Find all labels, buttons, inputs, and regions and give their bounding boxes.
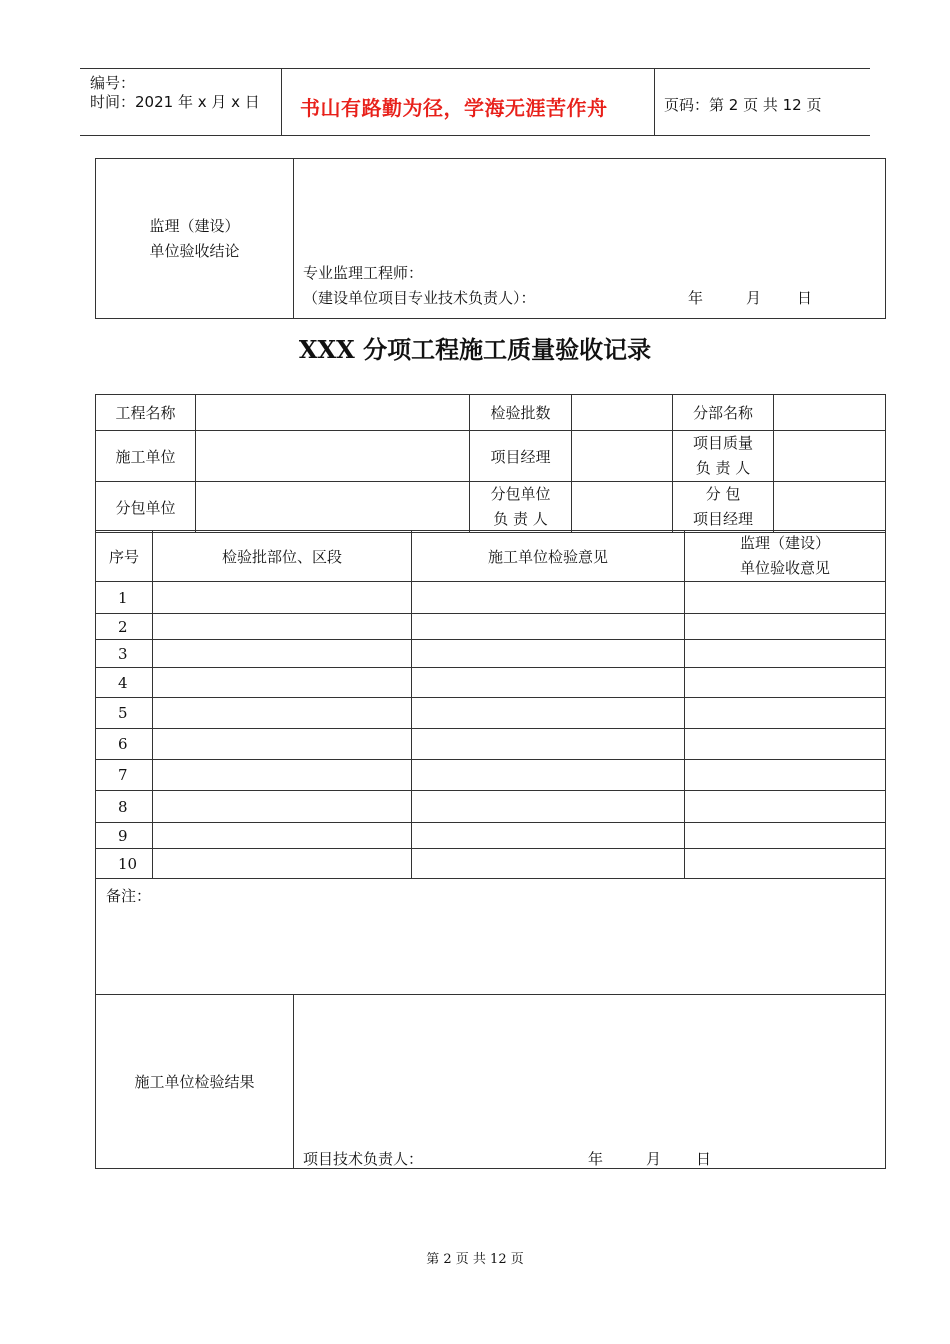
quality-responsible-value[interactable] [774, 431, 886, 482]
header-time: 时间：2021 年 x 月 x 日 [90, 93, 260, 111]
table-row [96, 698, 886, 729]
row-cell-opinion[interactable] [412, 614, 685, 640]
header-divider-right [654, 68, 655, 136]
sub-pm-line1: 分 包 [705, 485, 741, 503]
tech-label: （建设单位项目专业技术负责人）： [303, 289, 536, 307]
project-name-label: 工程名称 [96, 395, 196, 431]
sub-pm-line2: 项目经理 [692, 510, 753, 528]
row-cell-opinion[interactable] [412, 698, 685, 729]
sub-responsible-value[interactable] [572, 482, 673, 533]
header-motto: 书山有路勤为径，学海无涯苦作舟 [300, 96, 608, 120]
result-year-label: 年 [588, 1150, 604, 1168]
row-cell-supervise[interactable] [685, 698, 886, 729]
result-cell[interactable] [294, 995, 886, 1169]
row-cell-opinion[interactable] [412, 668, 685, 698]
supervision-conclusion-label [96, 159, 294, 319]
col-location: 检验批部位、区段 [153, 531, 412, 582]
info-table [95, 394, 886, 533]
project-manager-value[interactable] [572, 431, 673, 482]
row-cell-supervise[interactable] [685, 849, 886, 879]
remarks-result-table [95, 878, 886, 1169]
row-cell-supervise[interactable] [685, 582, 886, 614]
row-cell-seq: 1 [96, 582, 153, 614]
page-footer: 第 2 页 共 12 页 [426, 1252, 524, 1267]
batch-count-label: 检验批数 [470, 395, 572, 431]
row-cell-seq: 5 [96, 698, 153, 729]
table-row [96, 729, 886, 760]
project-manager-label: 项目经理 [470, 431, 572, 482]
row-cell-opinion[interactable] [412, 823, 685, 849]
subcontract-unit-label: 分包单位 [96, 482, 196, 533]
col-supervise-line2: 单位验收意见 [739, 559, 830, 577]
label-line1: 监理（建设） [149, 216, 240, 235]
remarks-label: 备注： [106, 887, 152, 905]
row-cell-location[interactable] [153, 698, 412, 729]
header-top-rule [80, 68, 870, 69]
row-cell-supervise[interactable] [685, 823, 886, 849]
row-cell-opinion[interactable] [412, 760, 685, 791]
row-cell-opinion[interactable] [412, 582, 685, 614]
header-divider-left [281, 68, 282, 136]
day-label: 日 [797, 289, 813, 307]
sub-resp-line2: 负 责 人 [493, 510, 548, 528]
row-cell-supervise[interactable] [685, 640, 886, 668]
result-day-label: 日 [696, 1150, 712, 1168]
remarks-cell[interactable] [96, 879, 886, 995]
batch-table [95, 530, 886, 879]
row-cell-supervise[interactable] [685, 729, 886, 760]
table-row [96, 640, 886, 668]
row-cell-location[interactable] [153, 849, 412, 879]
table-row [96, 760, 886, 791]
row-cell-supervise[interactable] [685, 614, 886, 640]
subcontract-unit-value[interactable] [196, 482, 470, 533]
batch-count-value[interactable] [572, 395, 673, 431]
quality-responsible-label [673, 431, 774, 482]
row-cell-seq: 8 [96, 791, 153, 823]
row-cell-supervise[interactable] [685, 791, 886, 823]
sub-pm-label [673, 482, 774, 533]
table-row [96, 614, 886, 640]
row-cell-location[interactable] [153, 823, 412, 849]
col-seq: 序号 [96, 531, 153, 582]
row-cell-seq: 6 [96, 729, 153, 760]
year-label: 年 [688, 289, 704, 307]
division-name-value[interactable] [774, 395, 886, 431]
page-title: XXX 分项工程施工质量验收记录 [298, 335, 652, 364]
row-cell-opinion[interactable] [412, 729, 685, 760]
row-cell-location[interactable] [153, 760, 412, 791]
project-name-value[interactable] [196, 395, 470, 431]
construction-unit-value[interactable] [196, 431, 470, 482]
quality-line2: 负 责 人 [695, 459, 751, 477]
header-code: 编号： [90, 74, 136, 92]
col-opinion: 施工单位检验意见 [412, 531, 685, 582]
row-cell-seq: 10 [96, 849, 153, 879]
row-cell-seq: 2 [96, 614, 153, 640]
result-tech-label: 项目技术负责人： [303, 1150, 424, 1168]
month-label: 月 [746, 289, 762, 307]
col-supervise-line1: 监理（建设） [739, 534, 830, 552]
row-cell-seq: 3 [96, 640, 153, 668]
table-row [96, 791, 886, 823]
row-cell-supervise[interactable] [685, 760, 886, 791]
row-cell-opinion[interactable] [412, 791, 685, 823]
row-cell-seq: 4 [96, 668, 153, 698]
row-cell-seq: 9 [96, 823, 153, 849]
row-cell-location[interactable] [153, 791, 412, 823]
row-cell-location[interactable] [153, 614, 412, 640]
construction-unit-label: 施工单位 [96, 431, 196, 482]
row-cell-seq: 7 [96, 760, 153, 791]
row-cell-location[interactable] [153, 640, 412, 668]
table-row [96, 823, 886, 849]
sub-responsible-label [470, 482, 572, 533]
row-cell-supervise[interactable] [685, 668, 886, 698]
table-row [96, 668, 886, 698]
table-row [96, 582, 886, 614]
label-line2: 单位验收结论 [149, 241, 240, 260]
table-row [96, 849, 886, 879]
row-cell-opinion[interactable] [412, 849, 685, 879]
sub-resp-line1: 分包单位 [490, 485, 551, 503]
result-month-label: 月 [646, 1150, 662, 1168]
row-cell-location[interactable] [153, 729, 412, 760]
division-name-label: 分部名称 [673, 395, 774, 431]
row-cell-opinion[interactable] [412, 640, 685, 668]
header-bottom-rule [80, 135, 870, 136]
col-supervise [685, 531, 886, 582]
engineer-label: 专业监理工程师： [303, 264, 424, 282]
header-page-number: 页码：第 2 页 共 12 页 [664, 96, 822, 114]
sub-pm-value[interactable] [774, 482, 886, 533]
quality-line1: 项目质量 [692, 434, 753, 452]
row-cell-location[interactable] [153, 582, 412, 614]
result-label: 施工单位检验结果 [96, 995, 294, 1169]
row-cell-location[interactable] [153, 668, 412, 698]
